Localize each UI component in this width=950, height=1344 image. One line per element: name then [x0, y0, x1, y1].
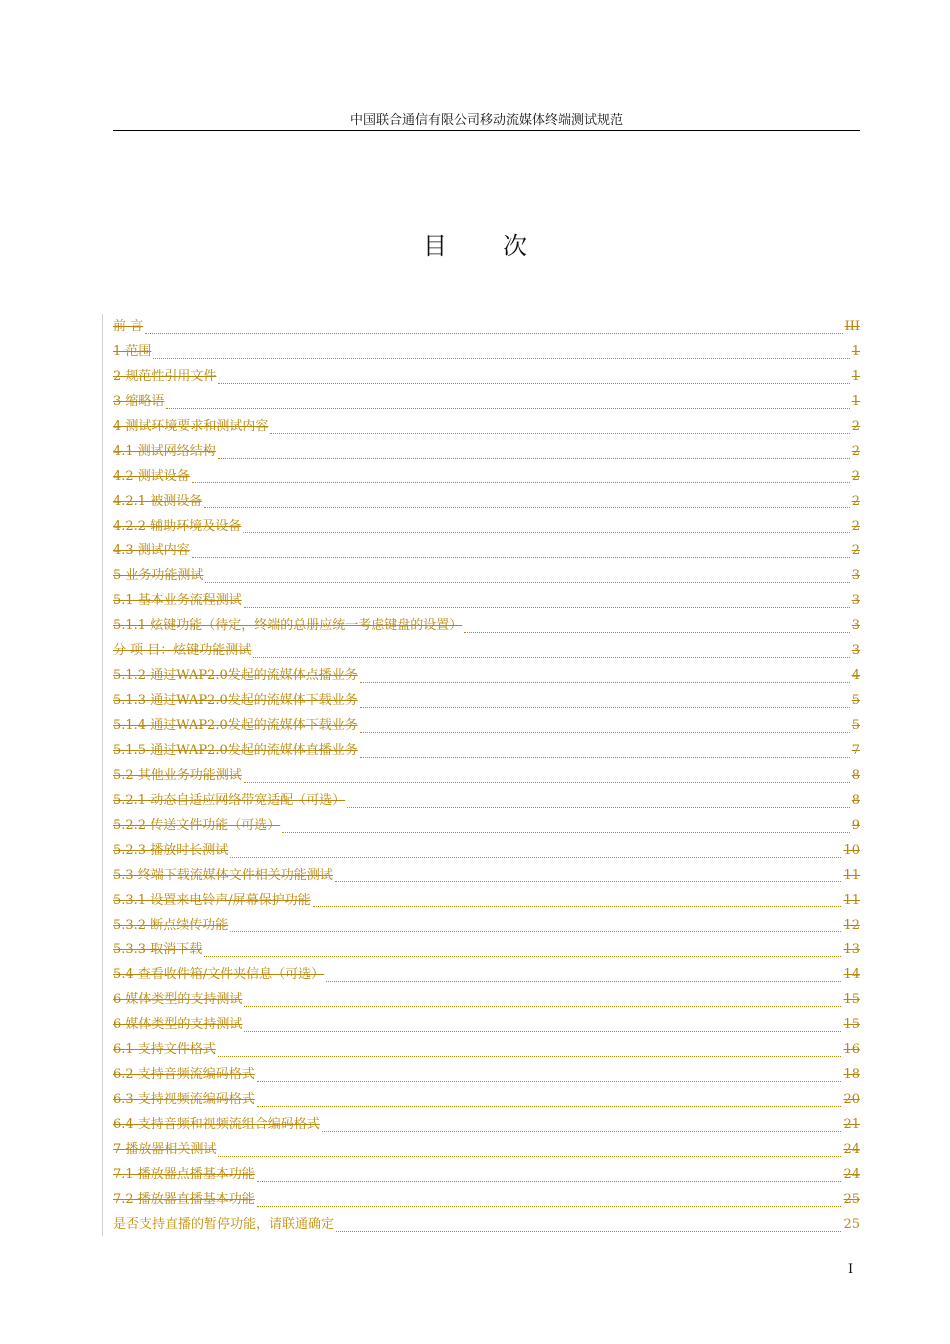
toc-entry-title: 4.1 测试网络结构	[113, 443, 216, 459]
toc-leader-dots	[360, 670, 850, 683]
toc-entry-title: 6 媒体类型的支持测试	[113, 992, 243, 1008]
toc-leader-dots	[218, 446, 850, 459]
toc-entry-page: 4	[851, 668, 860, 684]
toc-entry-title: 4 测试环境要求和测试内容	[113, 418, 269, 434]
toc-entry[interactable]	[113, 764, 860, 789]
toc-entry-page: 8	[851, 767, 860, 783]
toc-entry[interactable]	[113, 1038, 860, 1063]
toc-leader-dots	[257, 1094, 842, 1107]
toc-entry-page: 14	[843, 967, 860, 983]
toc-entry-title: 5.1.5 通过WAP2.0发起的流媒体直播业务	[113, 742, 358, 758]
toc-title-char-2: 次	[503, 232, 527, 260]
toc-entry-title: 4.2.1 被测设备	[113, 493, 203, 509]
toc-leader-dots	[192, 546, 850, 559]
toc-entry-page: 11	[843, 892, 860, 908]
running-header: 中国联合通信有限公司移动流媒体终端测试规范	[349, 113, 623, 128]
toc-entry-title: 分 项 目：炫键功能测试	[113, 643, 252, 659]
toc-entry-page: 24	[843, 1141, 860, 1157]
toc-title-char-1: 目	[423, 232, 447, 260]
toc-entry[interactable]	[113, 938, 860, 963]
toc-entry-title: 3 缩略语	[113, 393, 165, 409]
toc-entry-page: 13	[843, 942, 860, 958]
toc-leader-dots	[322, 1119, 842, 1132]
toc-leader-dots	[218, 1144, 841, 1157]
toc-entry-page: 1	[851, 368, 860, 384]
toc-entry-title: 5.1.1 炫键功能（待定，终端的总册应统一考虑键盘的设置）	[113, 618, 463, 634]
toc-entry[interactable]	[113, 1138, 860, 1163]
toc-entry-title: 5.1.3 通过WAP2.0发起的流媒体下载业务	[113, 693, 358, 709]
toc-leader-dots	[360, 720, 850, 733]
toc-leader-dots	[253, 645, 849, 658]
toc-title	[0, 228, 950, 264]
toc-entry-title: 6.1 支持文件格式	[113, 1042, 216, 1058]
toc-entry-page: 2	[851, 468, 860, 484]
toc-entry-title: 5.2 其他业务功能测试	[113, 767, 242, 783]
toc-leader-dots	[360, 745, 850, 758]
toc-leader-dots	[244, 770, 850, 783]
toc-entry[interactable]	[113, 589, 860, 614]
toc-entry[interactable]	[113, 664, 860, 689]
toc-entry[interactable]	[113, 539, 860, 564]
toc-leader-dots	[230, 920, 841, 933]
toc-entry[interactable]	[113, 340, 860, 365]
toc-entry[interactable]	[113, 1088, 860, 1113]
toc-leader-dots	[192, 471, 850, 484]
toc-entry-title: 5.1 基本业务流程测试	[113, 593, 242, 609]
toc-entry[interactable]	[113, 1163, 860, 1188]
revision-bar	[102, 314, 103, 1236]
toc-entry-title: 5.2.2 传送文件功能（可选）	[113, 817, 281, 833]
toc-entry-page: 3	[851, 568, 860, 584]
toc-leader-dots	[204, 945, 841, 958]
toc-entry-title: 5.4 查看收件箱/文件夹信息（可选）	[113, 967, 325, 983]
toc-leader-dots	[204, 496, 850, 509]
toc-entry-title: 2 规范性引用文件	[113, 368, 217, 384]
toc-leader-dots	[360, 695, 850, 708]
toc-entry[interactable]	[113, 1113, 860, 1138]
toc-entry[interactable]	[113, 515, 860, 540]
toc-entry-page: 2	[851, 518, 860, 534]
toc-entry-page: 2	[851, 443, 860, 459]
toc-entry-page: 3	[851, 618, 860, 634]
toc-entry[interactable]	[113, 390, 860, 415]
toc-entry-page: 3	[851, 593, 860, 609]
toc-entry[interactable]	[113, 789, 860, 814]
toc-entry-title: 4.2 测试设备	[113, 468, 190, 484]
toc-leader-dots	[257, 1169, 842, 1182]
toc-entry[interactable]	[113, 415, 860, 440]
toc-leader-dots	[218, 1044, 842, 1057]
toc-entry[interactable]	[113, 963, 860, 988]
toc-entry-title: 5.3.1 设置来电铃声/屏幕保护功能	[113, 892, 311, 908]
toc-entry-page: 2	[851, 543, 860, 559]
toc-entry-page: 16	[843, 1042, 860, 1058]
toc-entry[interactable]	[113, 689, 860, 714]
toc-entry[interactable]	[113, 714, 860, 739]
toc-entry[interactable]	[113, 639, 860, 664]
toc-list	[113, 315, 860, 1238]
toc-leader-dots	[153, 346, 849, 359]
toc-entry-title: 5.1.4 通过WAP2.0发起的流媒体下载业务	[113, 718, 358, 733]
toc-entry[interactable]	[113, 315, 860, 340]
toc-entry[interactable]	[113, 914, 860, 939]
toc-entry-page: 25	[843, 1191, 860, 1207]
toc-leader-dots	[145, 321, 842, 334]
toc-leader-dots	[230, 845, 841, 858]
toc-entry-page: 5	[851, 718, 860, 733]
toc-entry[interactable]	[113, 889, 860, 914]
toc-entry-page: 20	[843, 1092, 860, 1108]
toc-entry-title: 4.3 测试内容	[113, 543, 190, 559]
toc-leader-dots	[205, 571, 849, 584]
toc-entry[interactable]	[113, 490, 860, 515]
toc-entry-title: 7 播放器相关测试	[113, 1141, 217, 1157]
toc-entry-title: 7.1 播放器点播基本功能	[113, 1166, 255, 1182]
toc-entry-page: 8	[851, 792, 860, 808]
toc-entry[interactable]	[113, 839, 860, 864]
toc-entry-page: 9	[851, 817, 860, 833]
toc-entry-page: 25	[843, 1216, 860, 1232]
toc-entry-title: 前 言	[113, 319, 144, 334]
toc-entry-title: 6.2 支持音频流编码格式	[113, 1067, 255, 1083]
toc-leader-dots	[464, 620, 850, 633]
toc-entry-title: 4.2.2 辅助环境及设备	[113, 518, 242, 534]
toc-leader-dots	[313, 895, 842, 908]
toc-entry[interactable]	[113, 465, 860, 490]
toc-entry[interactable]	[113, 564, 860, 589]
toc-entry-title: 5.3 终端下载流媒体文件相关功能测试	[113, 867, 333, 883]
toc-leader-dots	[244, 595, 850, 608]
toc-entry-page: 1	[851, 343, 860, 359]
toc-entry-title: 7.2 播放器直播基本功能	[113, 1191, 255, 1207]
toc-entry-page: 7	[851, 742, 860, 758]
toc-entry-title: 6 媒体类型的支持测试	[113, 1017, 243, 1033]
toc-entry-page: 18	[843, 1067, 860, 1083]
toc-leader-dots	[336, 1219, 841, 1232]
toc-entry-page: 10	[843, 842, 860, 858]
toc-entry-title: 是否支持直播的暂停功能，请联通确定	[113, 1216, 335, 1232]
toc-entry-title: 6.3 支持视频流编码格式	[113, 1092, 255, 1108]
toc-entry[interactable]	[113, 1013, 860, 1038]
toc-entry-page: 11	[843, 867, 860, 883]
toc-leader-dots	[257, 1069, 842, 1082]
toc-entry-title: 5.2.3 播放时长测试	[113, 842, 229, 858]
toc-entry[interactable]	[113, 1213, 860, 1238]
toc-leader-dots	[326, 970, 841, 983]
toc-entry-title: 5.3.3 取消下载	[113, 942, 203, 958]
toc-leader-dots	[347, 795, 850, 808]
toc-entry-title: 5.3.2 断点续传功能	[113, 917, 229, 933]
toc-entry[interactable]	[113, 1063, 860, 1088]
toc-entry-page: 12	[843, 917, 860, 933]
toc-leader-dots	[270, 421, 849, 434]
toc-entry-page: 5	[851, 693, 860, 709]
toc-leader-dots	[243, 521, 850, 534]
toc-leader-dots	[282, 820, 850, 833]
toc-entry-page: 21	[843, 1117, 860, 1132]
toc-entry[interactable]	[113, 739, 860, 764]
toc-leader-dots	[335, 870, 842, 883]
toc-entry-page: 2	[851, 418, 860, 434]
toc-entry[interactable]	[113, 988, 860, 1013]
header-rule	[113, 130, 860, 131]
toc-entry[interactable]	[113, 814, 860, 839]
toc-leader-dots	[244, 1019, 841, 1032]
toc-entry[interactable]	[113, 440, 860, 465]
toc-entry-title: 5.2.1 动态自适应网络带宽适配（可选）	[113, 792, 346, 808]
toc-leader-dots	[218, 371, 849, 384]
toc-entry-page: 3	[851, 643, 860, 659]
toc-entry-page: 1	[851, 393, 860, 409]
toc-entry-page: 15	[843, 992, 860, 1008]
toc-entry[interactable]	[113, 864, 860, 889]
toc-entry-page: 24	[843, 1166, 860, 1182]
page-number: I	[848, 1262, 854, 1277]
toc-entry-title: 1 范围	[113, 343, 152, 359]
toc-entry-page: III	[844, 319, 860, 334]
toc-entry-page: 2	[851, 493, 860, 509]
toc-entry[interactable]	[113, 614, 860, 639]
toc-entry-page: 15	[843, 1017, 860, 1033]
toc-leader-dots	[244, 994, 841, 1007]
toc-entry-title: 5 业务功能测试	[113, 568, 204, 584]
toc-entry[interactable]	[113, 365, 860, 390]
toc-entry[interactable]	[113, 1188, 860, 1213]
toc-entry-title: 5.1.2 通过WAP2.0发起的流媒体点播业务	[113, 668, 358, 684]
toc-leader-dots	[257, 1194, 842, 1207]
toc-leader-dots	[166, 396, 849, 409]
toc-entry-title: 6.4 支持音频和视频流组合编码格式	[113, 1117, 320, 1132]
